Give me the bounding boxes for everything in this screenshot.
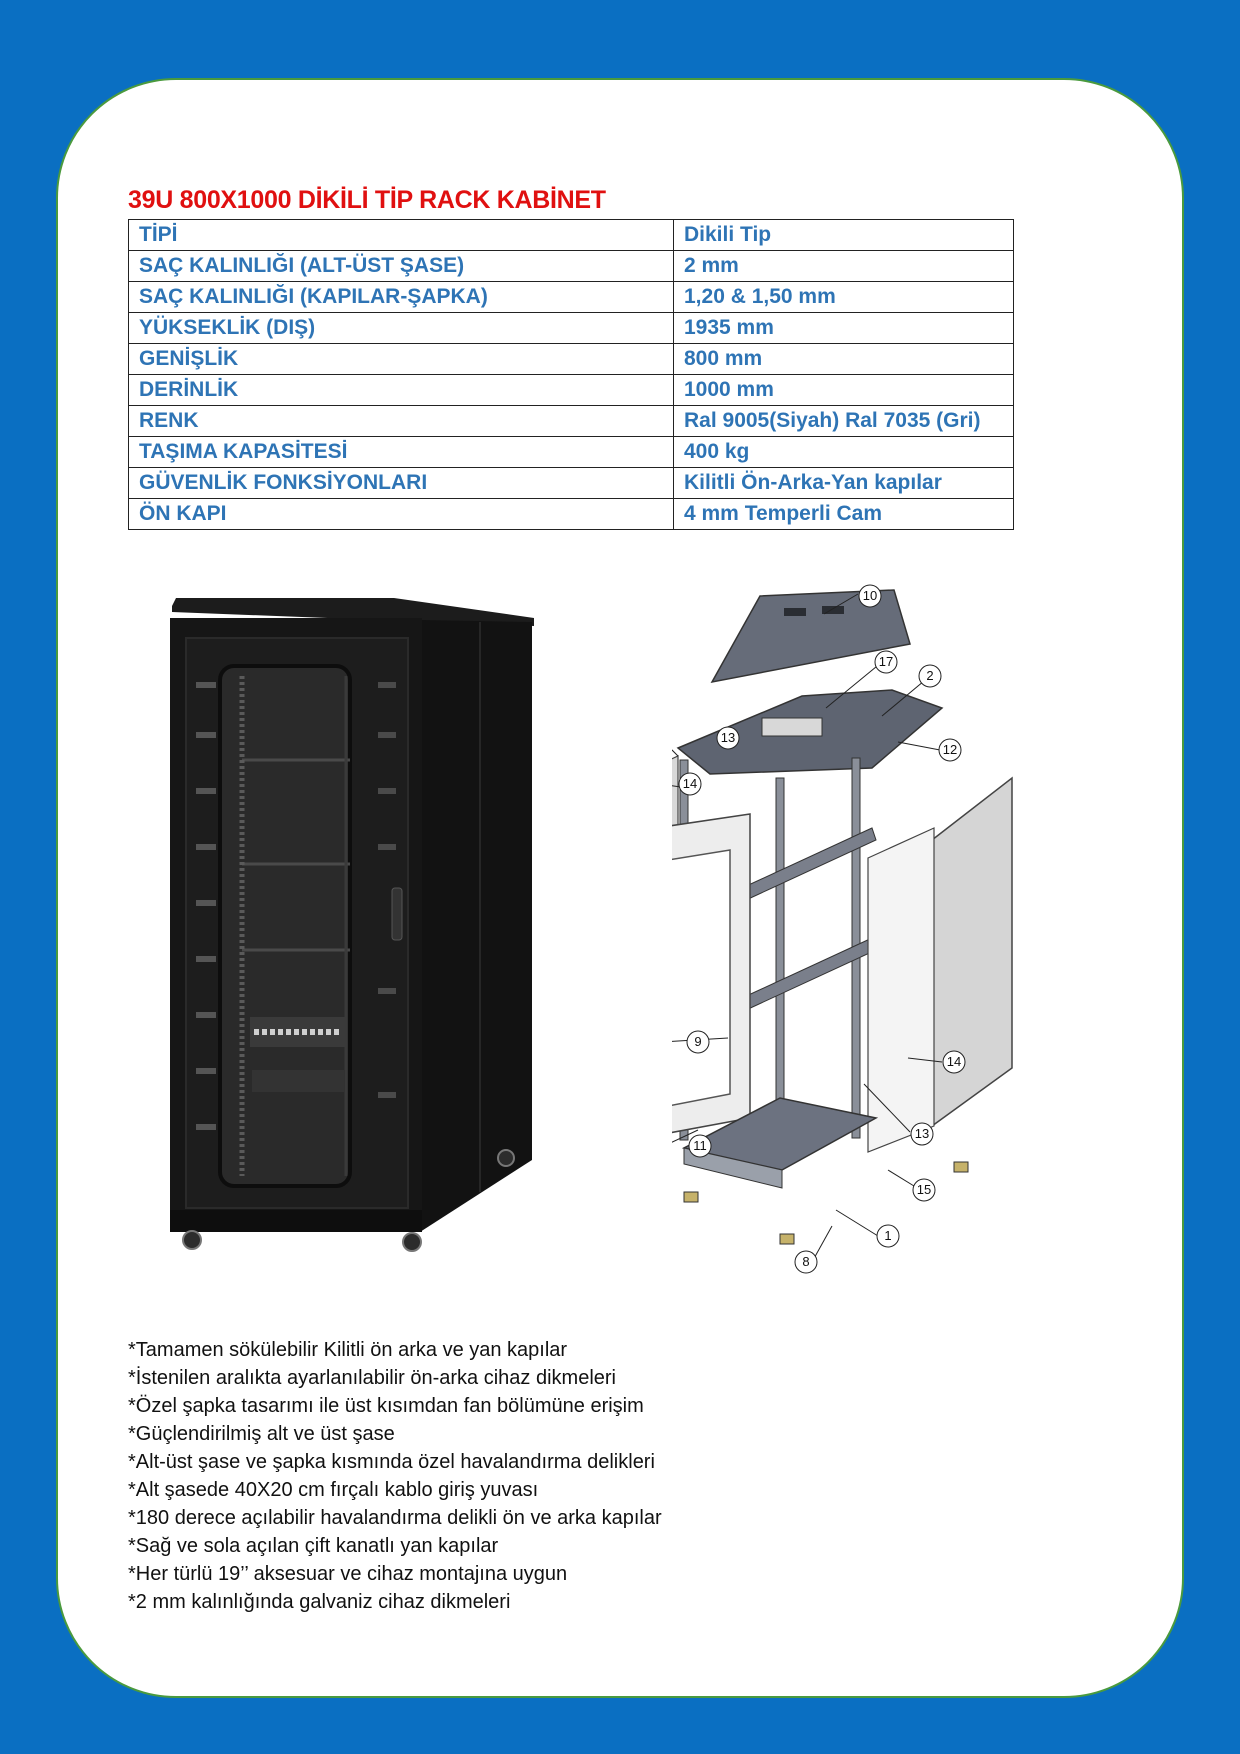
spec-value: Dikili Tip	[674, 220, 1014, 251]
callout-label: 12	[942, 742, 958, 757]
spec-label: RENK	[129, 406, 674, 437]
callout-label: 10	[862, 588, 878, 603]
spec-value: 2 mm	[674, 251, 1014, 282]
spec-value: 1,20 & 1,50 mm	[674, 282, 1014, 313]
table-row	[129, 499, 1014, 530]
spec-label: ÖN KAPI	[129, 499, 674, 530]
feature-list	[128, 1336, 662, 1616]
list-item: *Tamamen sökülebilir Kilitli ön arka ve yan kapılar	[128, 1339, 568, 1361]
spec-value: 1000 mm	[674, 375, 1014, 406]
list-item: *180 derece açılabilir havalandırma delikli ön ve arka kapılar	[128, 1507, 662, 1529]
product-title: 39U 800X1000 DİKİLİ TİP RACK KABİNET	[128, 186, 606, 214]
callout-label: 15	[916, 1182, 932, 1197]
callout-label: 13	[720, 730, 736, 745]
callout-label: 9	[694, 1034, 702, 1049]
cabinet-photo	[150, 592, 540, 1252]
callout-label: 11	[693, 1138, 707, 1153]
spec-value: 4 mm Temperli Cam	[674, 499, 1014, 530]
callout-label: 13	[914, 1126, 930, 1141]
table-row	[129, 220, 1014, 251]
table-row	[129, 406, 1014, 437]
callout-label: 8	[802, 1254, 810, 1269]
spec-label: GÜVENLİK FONKSİYONLARI	[129, 468, 674, 499]
table-row	[129, 344, 1014, 375]
spec-table	[128, 219, 1014, 530]
spec-value: 400 kg	[674, 437, 1014, 468]
list-item: *2 mm kalınlığında galvaniz cihaz dikmeleri	[128, 1591, 511, 1613]
list-item: *İstenilen aralıkta ayarlanılabilir ön-arka cihaz dikmeleri	[128, 1367, 616, 1389]
spec-value: 800 mm	[674, 344, 1014, 375]
callout-label: 17	[878, 654, 894, 669]
spec-label: SAÇ KALINLIĞI (ALT-ÜST ŞASE)	[129, 251, 674, 282]
list-item: *Güçlendirilmiş alt ve üst şase	[128, 1423, 395, 1445]
list-item: *Alt-üst şase ve şapka kısmında özel havalandırma delikleri	[128, 1451, 655, 1473]
spec-value: Kilitli Ön-Arka-Yan kapılar	[674, 468, 1014, 499]
spec-label: GENİŞLİK	[129, 344, 674, 375]
table-row	[129, 437, 1014, 468]
list-item: *Alt şasede 40X20 cm fırçalı kablo giriş yuvası	[128, 1479, 539, 1501]
spec-label: YÜKSEKLİK (DIŞ)	[129, 313, 674, 344]
table-row	[129, 375, 1014, 406]
table-row	[129, 468, 1014, 499]
spec-label: DERİNLİK	[129, 375, 674, 406]
callout-label: 1	[884, 1228, 892, 1243]
spec-label: TİPİ	[129, 220, 674, 251]
table-row	[129, 282, 1014, 313]
table-row	[129, 313, 1014, 344]
exploded-diagram	[672, 578, 1072, 1278]
list-item: *Sağ ve sola açılan çift kanatlı yan kapılar	[128, 1535, 499, 1557]
callout-label: 14	[946, 1054, 962, 1069]
table-row	[129, 251, 1014, 282]
spec-label: SAÇ KALINLIĞI (KAPILAR-ŞAPKA)	[129, 282, 674, 313]
spec-value: Ral 9005(Siyah) Ral 7035 (Gri)	[674, 406, 1014, 437]
spec-value: 1935 mm	[674, 313, 1014, 344]
list-item: *Her türlü 19’’ aksesuar ve cihaz montajına uygun	[128, 1563, 568, 1585]
spec-label: TAŞIMA KAPASİTESİ	[129, 437, 674, 468]
callout-label: 14	[682, 776, 698, 791]
callout-label: 2	[926, 668, 934, 683]
list-item: *Özel şapka tasarımı ile üst kısımdan fan bölümüne erişim	[128, 1395, 644, 1417]
